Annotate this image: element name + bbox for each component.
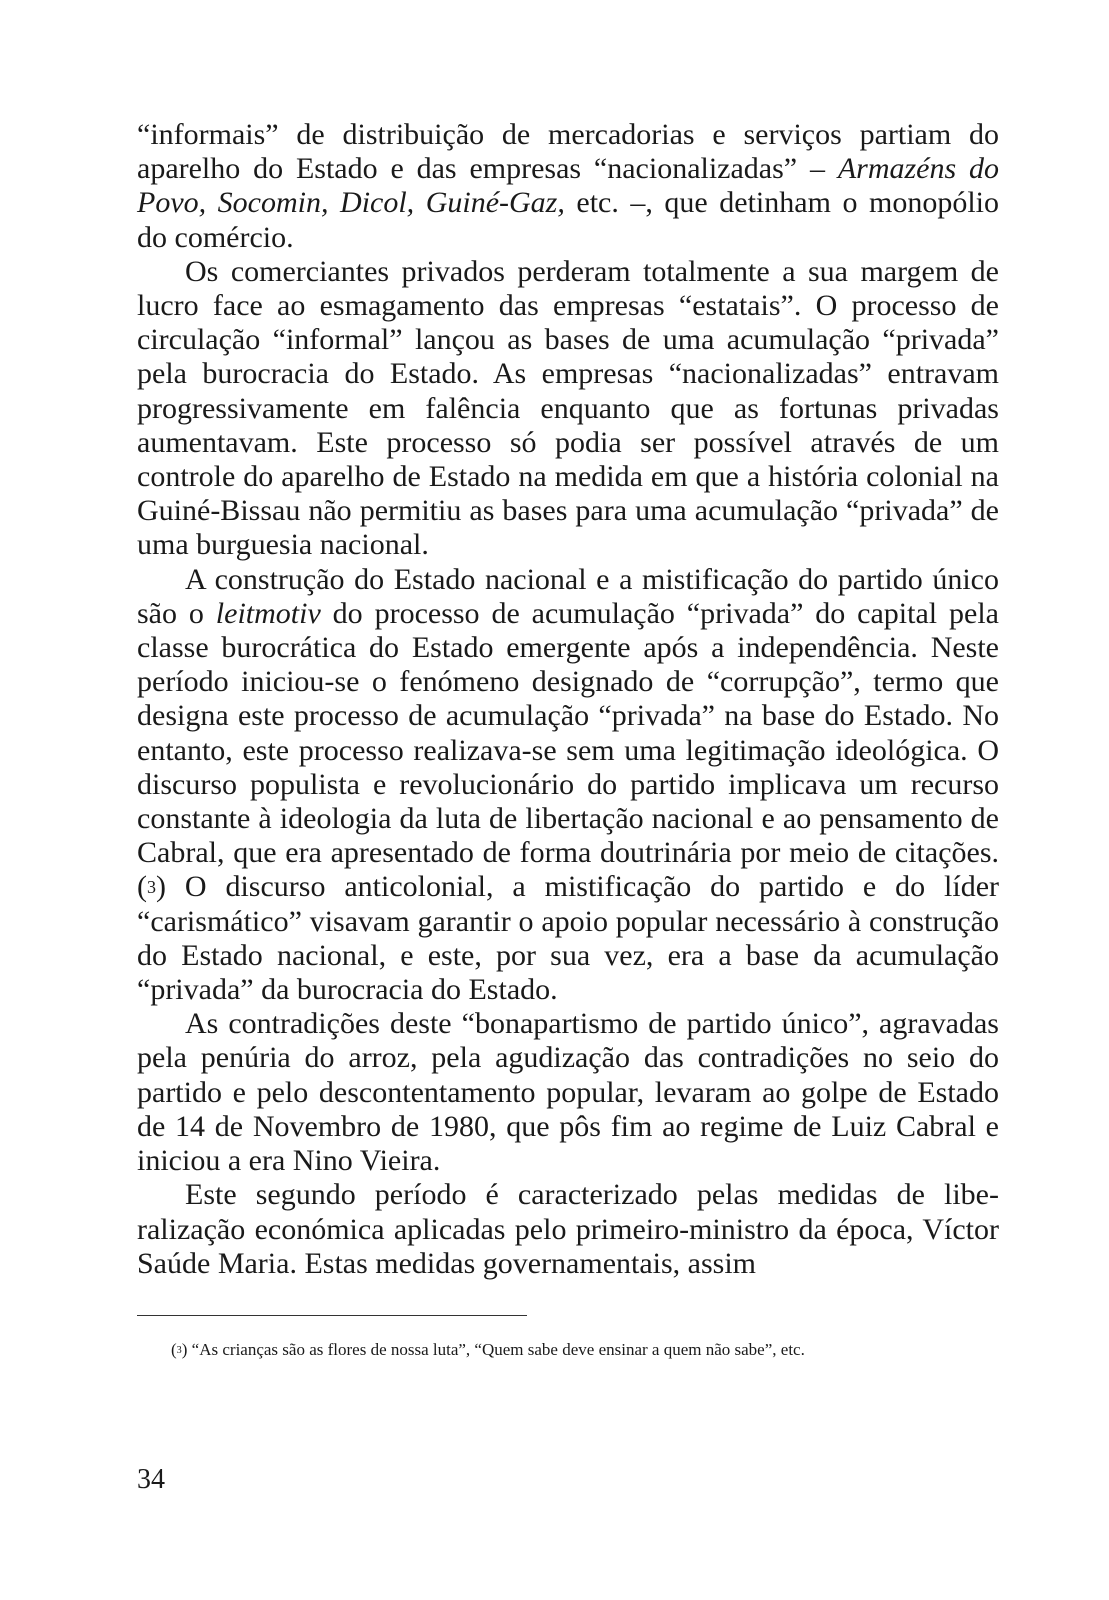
body-text: [137, 118, 999, 1281]
paragraph-2: Os comerciantes privados perderam totalmente a sua margem de lucro face ao esmagamento das empresas “estatais”. O processo de circulação “informal” lançou as bases de uma acumulação “privada” pela burocracia do Estado. As empresas “nacionalizadas” entravam progressivamente em falência enquanto que as fortunas privadas aumentavam. Este processo só podia ser possível através de um controle do aparelho de Estado na medida em que a história colonial na Guiné-Bissau não permitiu as bases para uma acumulação “privada” de uma burguesia nacional.: [137, 254, 999, 562]
footnote: [137, 1336, 999, 1364]
footnote-mark: 3: [176, 1344, 182, 1356]
leitmotiv-term: leitmotiv: [215, 596, 321, 630]
paragraph-3-middle: do processo de acumulação “privada” do capital pela classe burocrática do Estado emergente após a independência. Neste período iniciou-se o fenómeno designado de “corrupção”, termo que designa este processo de acumulação “privada” na base do Estado. No entanto, este processo realizava-se sem uma legitimação ideológica. O discurso populista e revolucionário do partido implicava um recurso constante à ideologia da luta de libertação nacional e ao pensamento de Cabral, que era apresentado de forma doutrinária por meio de citações.(: [137, 596, 999, 904]
paragraph-5: Este segundo período é caracterizado pelas medidas de liberalização económica aplicadas pelo primeiro-ministro da época, Víctor Saúde Maria. Estas medidas governamentais, assim: [137, 1178, 999, 1280]
footnote-reference: 3: [147, 876, 156, 897]
footnote-open: (: [171, 1340, 177, 1359]
footnote-divider: [137, 1315, 527, 1316]
company-names: Armazéns do Povo, Socomin, Dicol, Guiné-Gaz,: [137, 152, 999, 220]
paragraph-1-tail: etc. –, que detinham o monopólio do comércio.: [137, 186, 999, 254]
paragraph-4: As contradições deste “bonapartismo de partido único”, agravadas pela penúria do arroz, pela agudização das contradições no seio do partido e pelo descontentamento popular, levaram ao golpe de Estado de 14 de Novembro de 1980, que pôs fim ao regime de Luiz Cabral e iniciou a era Nino Vieira.: [137, 1007, 999, 1178]
paragraph-1: [137, 118, 999, 255]
paragraph-3: [137, 563, 999, 1008]
page-number: 34: [137, 1464, 165, 1495]
paragraph-3-tail: ) O discurso anticolonial, a mistificação do partido e do líder “carismático” visavam garantir o apoio popular necessário à construção do Estado nacional, e este, por sua vez, era a base da acumulação “privada” da burocracia do Estado.: [137, 870, 999, 1007]
paragraph-1-text: “informais” de distribuição de mercadorias e serviços partiam do aparelho do Estado e das empresas “nacionalizadas” –: [137, 118, 999, 186]
footnote-text: ) “As crianças são as flores de nossa luta”, “Quem sabe deve ensinar a quem não sabe”, etc.: [181, 1340, 805, 1359]
paragraph-3-text: A construção do Estado nacional e a mistificação do partido único são o: [137, 562, 999, 630]
